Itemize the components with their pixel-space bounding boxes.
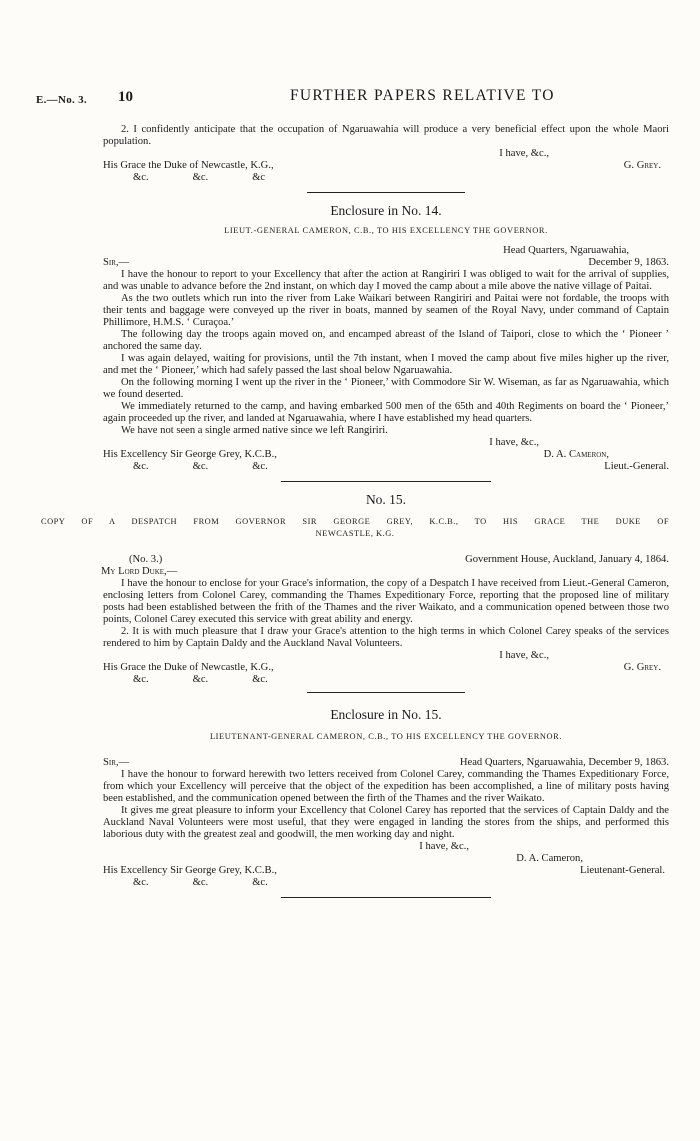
page-header [36,87,666,110]
closing: I have, &c., [499,148,549,159]
paragraph: I have the honour to forward herewith two letters received from Colonel Carey, commanding the Thames Expeditionary Force, from which your Excellency will perceive that the object of the expedition has been accomplished, a line of military posts having been established, and the communication opened between the firth of the Thames and the river Waikato. [103,769,669,804]
paragraph: The following day the troops again moved on, and encamped abreast of the Island of Taipori, close to which the ‘ Pioneer ’ anchored the same day. [103,329,669,352]
etc-row [103,674,669,686]
despatch-ref: (No. 3.) [129,554,163,565]
section-heading: Enclosure in No. 15. [330,707,442,722]
etc-row [103,461,268,473]
signature: D. A. Cameron, [516,853,583,864]
etc-text: &c. [133,172,149,183]
signature-row [103,160,669,172]
place: Head Quarters, Ngaruawahia, [503,245,629,256]
etc-text: &c. [192,172,209,183]
etc-text: &c. [192,674,209,685]
signature-row [103,449,669,461]
paragraph: 2. It is with much pleasure that I draw your Grace's attention to the high terms in which Colonel Carey speaks of the services rendered to him by Captain Daldy and the Auckland Naval Volunteers. [103,626,669,649]
etc-text: &c. [252,461,268,472]
salutation: Sir,— [103,757,130,768]
etc-text: &c. [133,877,149,888]
salutation: My Lord Duke,— [101,566,178,577]
paragraph: I was again delayed, waiting for provisions, until the 7th instant, when I moved the camp about five miles higher up the river, and met the ‘ Pioneer,’ which had safely passed the last shoal below Ngaruawahia. [103,353,669,376]
addressee: His Excellency Sir George Grey, K.C.B., [103,449,277,460]
etc-row [103,172,669,184]
etc-text: &c. [192,877,209,888]
etc-rank-row [103,461,669,473]
running-title: FURTHER PAPERS RELATIVE TO [290,87,555,104]
addressee: His Grace the Duke of Newcastle, K.G., [103,662,274,673]
paragraph: We immediately returned to the camp, and having embarked 500 men of the 65th and 40th Regiments on board the ‘ Pioneer,’ again proceeded up the river, and landed at Ngaruawahia, where I have established my head quarters. [103,401,669,424]
paragraph: On the following morning I went up the river in the ‘ Pioneer,’ with Commodore Sir W. Wiseman, as far as Ngaruawahia, which we found deserted. [103,377,669,400]
paragraph: It gives me great pleasure to inform your Excellency that Colonel Carey has reported that the services of Captain Daldy and the Auckland Naval Volunteers were most useful, that they were engaged in landing the stores from the ships, and performed this laborious duty with the greatest zeal and goodwill, the men working day and night. [103,805,669,840]
closing: I have, &c., [499,650,549,661]
rank: Lieutenant-General. [580,865,665,876]
salutation: Sir,— [103,257,130,268]
addressee: His Grace the Duke of Newcastle, K.G., [103,160,274,171]
letter-title: LIEUTENANT-GENERAL CAMERON, C.B., TO HIS EXCELLENCY THE GOVERNOR. [209,732,563,741]
paragraph: We have not seen a single armed native since we left Rangiriri. [121,425,388,436]
signature-row [103,662,669,674]
closing: I have, &c., [489,437,539,448]
section-label: E.—No. 3. [36,94,87,106]
place-date: Government House, Auckland, January 4, 1864. [465,554,669,565]
etc-text: &c. [192,461,209,472]
paragraph: As the two outlets which run into the river from Lake Waikari between Rangiriri and Paitai were not fordable, the troops with their tents and baggage were conveyed up the river in boats, manned by seamen of the Royal Navy, under command of Captain Phillimore, H.M.S. ‘ Curaçoa.’ [103,293,669,328]
closing: I have, &c., [419,841,469,852]
etc-text: &c [252,172,266,183]
etc-text: &c. [133,461,149,472]
despatch-title-continued: NEWCASTLE, K.G. [315,529,395,538]
page-number: 10 [118,89,133,105]
etc-text: &c. [133,674,149,685]
signature-row [103,865,669,877]
letter-title: LIEUT.-GENERAL CAMERON, C.B., TO HIS EXCELLENCY THE GOVERNOR. [224,226,548,235]
section-heading: No. 15. [365,492,407,507]
divider [281,897,491,898]
addressee: His Excellency Sir George Grey, K.C.B., [103,865,277,876]
signature: D. A. Cameron, [543,449,609,460]
place-date: Head Quarters, Ngaruawahia, December 9, 1863. [459,757,669,768]
salutation-row [103,257,669,269]
salutation-row [103,757,669,769]
paragraph: 2. I confidently anticipate that the occupation of Ngaruawahia will produce a very beneficial effect upon the whole Maori population. [103,124,669,147]
signature: G. Grey. [623,160,661,171]
section-heading: Enclosure in No. 14. [330,203,442,218]
date: December 9, 1863. [588,257,669,268]
signature: G. Grey. [623,662,661,673]
ref-row [103,554,669,566]
etc-text: &c. [252,674,268,685]
rank: Lieut.-General. [604,461,669,472]
paragraph: I have the honour to enclose for your Grace's information, the copy of a Despatch I have received from Lieut.-General Cameron, enclosing letters from Colonel Carey, commanding the Thames Expeditionary Force, reporting that the proposed line of military posts had been established between the frith of the Thames and the river Waikato, and a communication opened between those two points, Colonel Carey executed this service with great ability and energy. [103,578,669,625]
etc-row [103,877,669,889]
etc-text: &c. [252,877,268,888]
paragraph: I have the honour to report to your Excellency that after the action at Rangiriri I was obliged to wait for the arrival of supplies, and was unable to advance before the 2nd instant, on which day I moved the camp about a mile above the native village of Paitai. [103,269,669,292]
despatch-title: COPY OF A DESPATCH FROM GOVERNOR SIR GEORGE GREY, K.C.B., TO HIS GRACE THE DUKE OF [41,517,669,526]
document-body [41,124,669,898]
